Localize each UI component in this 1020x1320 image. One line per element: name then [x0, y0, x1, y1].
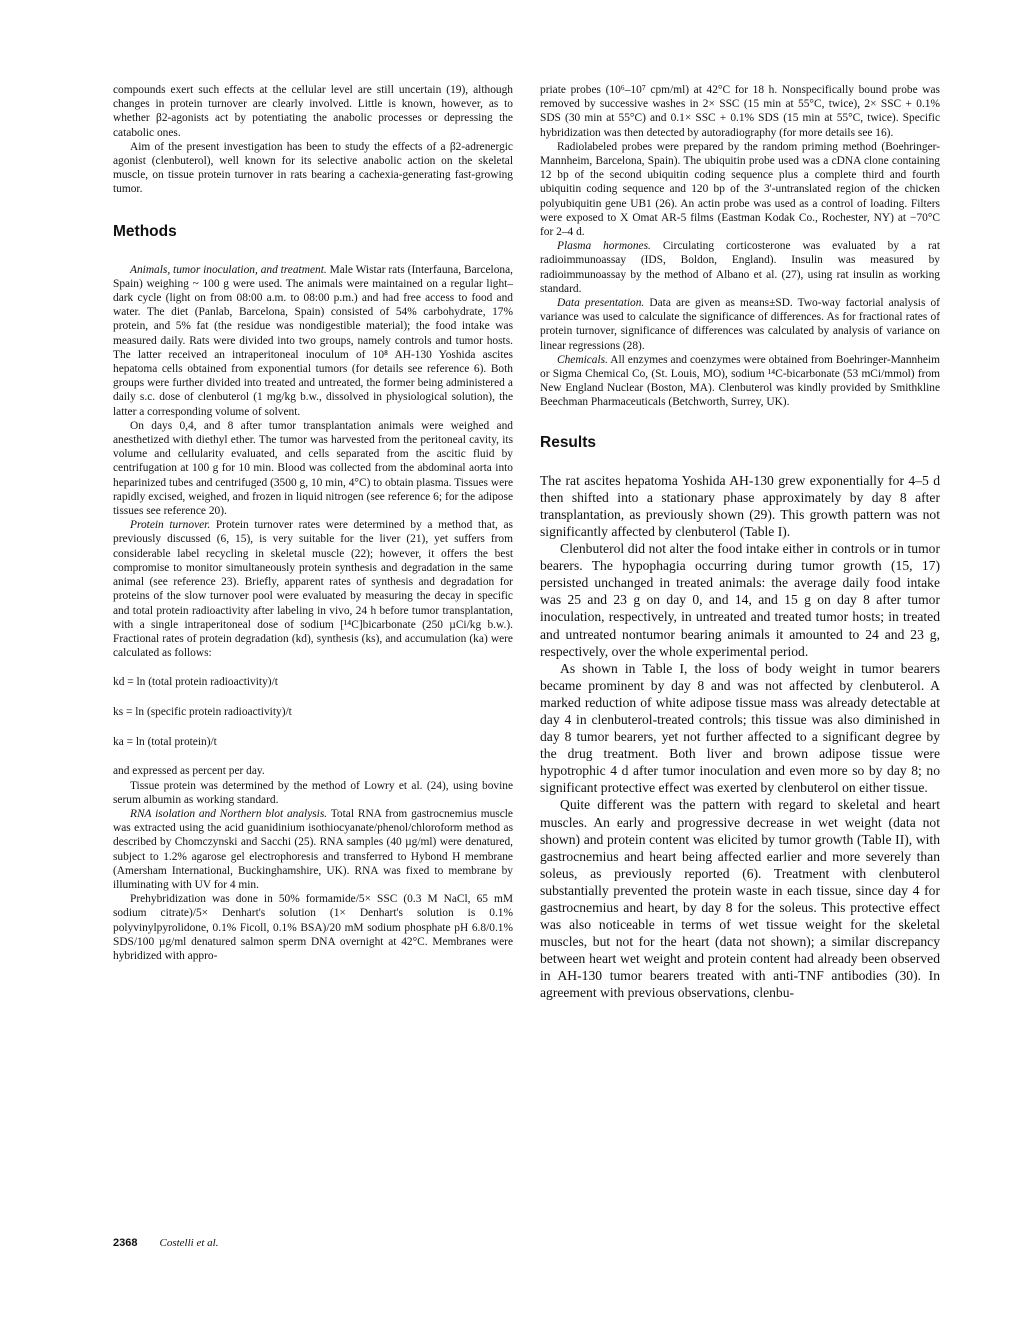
after-equations-text: and expressed as percent per day.	[113, 765, 265, 778]
chemicals-subheading: Chemicals.	[557, 353, 608, 366]
results-paragraph: The rat ascites hepatoma Yoshida AH-130 grew exponentially for 4–5 d then shifted into a stationary phase approximately by day 8 after transplantation, as previously shown (29). This growth pattern was not significantly affected by clenbuterol (Table I).	[540, 472, 940, 539]
rna-text: Total RNA from gastrocnemius muscle was extracted using the acid guanidinium isothiocyanate/phenol/chloroform method as described by Chomczynski and Sacchi (25). RNA samples (40 µg/ml) were denatured, subject to 1.2% agarose gel electrophoresis and transferred to Hybond H membrane (Amersham International, Buckinghamshire, UK). RNA was fixed to membrane by illuminating with UV for 4 min.	[113, 807, 513, 891]
days-paragraph: On days 0,4, and 8 after tumor transplantation animals were weighed and anesthetized with diethyl ether. The tumor was harvested from the peritoneal cavity, its volume and cellularity evaluated, and cells separated from the ascitic fluid by centrifugation at 100 g for 10 min. Blood was collected from the abdominal aorta into heparinized tubes and centrifuged (3500 g, 10 min, 4°C) to obtain plasma. Tissues were rapidly excised, weighed, and frozen in liquid nitrogen (see reference 6; for the adipose tissues see reference 20).	[113, 419, 513, 518]
tissue-protein-paragraph: Tissue protein was determined by the method of Lowry et al. (24), using bovine serum albumin as working standard.	[113, 779, 513, 806]
radiolabeled-paragraph: Radiolabeled probes were prepared by the random priming method (Boehringer-Mannheim, Barcelona, Spain). The ubiquitin probe used was a cDNA clone containing 12 bp of the second ubiquitin coding sequence plus a complete third and fourth ubiquitin coding sequence and 120 bp of the 3'-untranslated region of the chicken polyubiquitin gene UB1 (26). An actin probe was used as a control of loading. Filters were exposed to X Omat AR-5 films (Eastman Kodak Co., Rochester, NY) at −70°C for 2–4 d.	[540, 140, 940, 239]
left-column	[113, 84, 513, 963]
data-presentation-text: Data are given as means±SD. Two-way factorial analysis of variance was used to calculate the significance of differences. As for fractional rates of protein turnover, significance of differences was calculated by analysis of variance on linear regressions (28).	[540, 297, 940, 352]
results-heading: Results	[540, 433, 596, 451]
page-number: 2368	[113, 1237, 138, 1249]
right-column	[540, 84, 940, 1002]
methods-heading: Methods	[113, 222, 177, 240]
animals-paragraph	[113, 263, 513, 419]
equation-ka: ka = ln (total protein)/t	[113, 736, 217, 749]
animals-subheading: Animals, tumor inoculation, and treatment.	[130, 263, 327, 276]
intro-paragraph: Aim of the present investigation has been to study the effects of a β2-adrenergic agonist (clenbuterol), well known for its selective anabolic action on the skeletal muscle, on tissue protein turnover in rats bearing a cachexia-generating fast-growing tumor.	[113, 140, 513, 196]
results-paragraph: As shown in Table I, the loss of body weight in tumor bearers became prominent by day 8 and was not affected by clenbuterol. A marked reduction of white adipose tissue mass was already detectable at day 4 in clenbuterol-treated controls; this tissue was also diminished in day 8 tumor bearers, yet not further affected to a significant degree by the drug treatment. Both liver and brown adipose tissue were hypotrophic 4 d after tumor inoculation and even more so by day 8; no significant protective effect was exerted by clenbuterol on either tissue.	[540, 660, 940, 796]
chemicals-text: All enzymes and coenzymes were obtained from Boehringer-Mannheim or Sigma Chemical Co, (St. Louis, MO), sodium ¹⁴C-bicarbonate (53 mCi/mmol) from New England Nuclear (Boston, MA). Clenbuterol was kindly provided by Smithkline Beechman Pharmaceuticals (Betchworth, Surrey, UK).	[540, 353, 940, 409]
results-paragraph: Quite different was the pattern with regard to skeletal and heart muscles. An early and progressive decrease in wet weight (data not shown) and protein content was elicited by tumor growth (Table II), with gastrocnemius and heart being affected earlier and more severely than soleus, as previously reported (6). Treatment with clenbuterol substantially prevented the protein waste in each tissue, since day 4 for gastrocnemius and heart, by day 8 for the soleus. This protective effect was also noticeable in terms of wet tissue weight for the skeletal muscles, but not for the heart (data not shown); a similar discrepancy between heart wet weight and protein content had already been observed in AH-130 tumor bearers treated with anti-TNF antibodies (30). In agreement with previous observations, clenbu-	[540, 797, 940, 1001]
equation-ks: ks = ln (specific protein radioactivity)/t	[113, 706, 292, 719]
intro-paragraph: compounds exert such effects at the cellular level are still uncertain (19), although changes in protein turnover are clearly involved. Little is known, however, as to whether β2-agonists act by potentiating the anabolic processes or depressing the catabolic ones.	[113, 84, 513, 139]
data-presentation-subheading: Data presentation.	[557, 297, 645, 310]
plasma-subheading: Plasma hormones.	[557, 240, 651, 253]
page-footer	[113, 1237, 218, 1249]
protein-turnover-paragraph	[113, 518, 513, 660]
running-authors: Costelli et al.	[159, 1237, 219, 1249]
plasma-paragraph	[540, 239, 940, 296]
data-presentation-paragraph	[540, 296, 940, 353]
protein-turnover-text: Protein turnover rates were determined by a method that, as previously discussed (6, 15), is very suitable for the liver (21), yet suffers from considerable label recycling in skeletal muscle (22); however, it offers the best compromise to monitor simultaneously protein synthesis and degradation in the same animal (see reference 23). Briefly, apparent rates of synthesis and degradation for proteins of the slow turnover pool were evaluated by measuring the decay in specific and total protein radioactivity after labeling in vivo, 24 h before tumor transplantation, with a single intraperitoneal dose of sodium [¹⁴C]bicarbonate (250 µCi/kg b.w.). Fractional rates of protein degradation (kd), synthesis (ks), and accumulation (ka) were calculated as follows:	[113, 519, 513, 660]
rna-paragraph	[113, 807, 513, 892]
protein-turnover-subheading: Protein turnover.	[130, 519, 211, 532]
chemicals-paragraph	[540, 353, 940, 410]
plasma-text: Circulating corticosterone was evaluated by a rat radioimmunoassay (IDS, Boldon, England). Insulin was measured by radioimmunoassay by the method of Albano et al. (27), using rat insulin as working standard.	[540, 240, 941, 295]
results-paragraph: Clenbuterol did not alter the food intake either in controls or in tumor bearers. The hypophagia occurring during tumor growth (15, 17) persisted unchanged in treated animals: the average daily food intake was 25 and 23 g on day 0, and 14, and 15 g on day 8 after tumor inoculation, respectively, in untreated and treated tumor hosts; in treated and untreated nontumor bearing animals it amounted to 24 and 23 g, respectively, over the whole experimental period.	[540, 541, 940, 659]
prehybridization-paragraph: Prehybridization was done in 50% formamide/5× SSC (0.3 M NaCl, 65 mM sodium citrate)/5× Denhart's solution (1× Denhart's solution is 0.1% polyvinylpyrolidone, 0.1% Ficoll, 0.1% BSA)/20 mM sodium phosphate pH 6.8/0.1% SDS/100 µg/ml denatured salmon sperm DNA overnight at 42°C. Membranes were hybridized with appro-	[113, 893, 513, 962]
equation-kd: kd = ln (total protein radioactivity)/t	[113, 676, 278, 689]
animals-text: Male Wistar rats (Interfauna, Barcelona, Spain) weighing ~ 100 g were used. The animals were maintained on a regular light–dark cycle (light on from 08:00 a.m. to 08:00 p.m.) and had free access to food and water. The diet (Panlab, Barcelona, Spain) consisted of 54% carbohydrate, 17% protein, and 5% fat (the residue was nondigestible material); the food intake was measured daily. Rats were divided into two groups, namely controls and tumor hosts. The latter received an intraperitoneal inoculum of 10⁸ AH-130 Yoshida ascites hepatoma cells obtained from exponential tumors (for details see reference 6). Both groups were further divided into treated and untreated, the former being administered a daily s.c. dose of clenbuterol (1 mg/kg b.w., dissolved in physiological solution), the latter a corresponding volume of solvent.	[113, 263, 513, 418]
rna-subheading: RNA isolation and Northern blot analysis.	[130, 807, 328, 820]
probes-paragraph: priate probes (10⁶–10⁷ cpm/ml) at 42°C for 18 h. Nonspecifically bound probe was removed by successive washes in 2× SSC (15 min at 55°C, twice), 2× SSC + 0.1% SDS (30 min at 55°C) and 0.1× SSC + 0.1% SDS (15 min at 55°C, twice). Specific hybridization was then detected by autoradiography (for more details see 16).	[540, 84, 940, 139]
